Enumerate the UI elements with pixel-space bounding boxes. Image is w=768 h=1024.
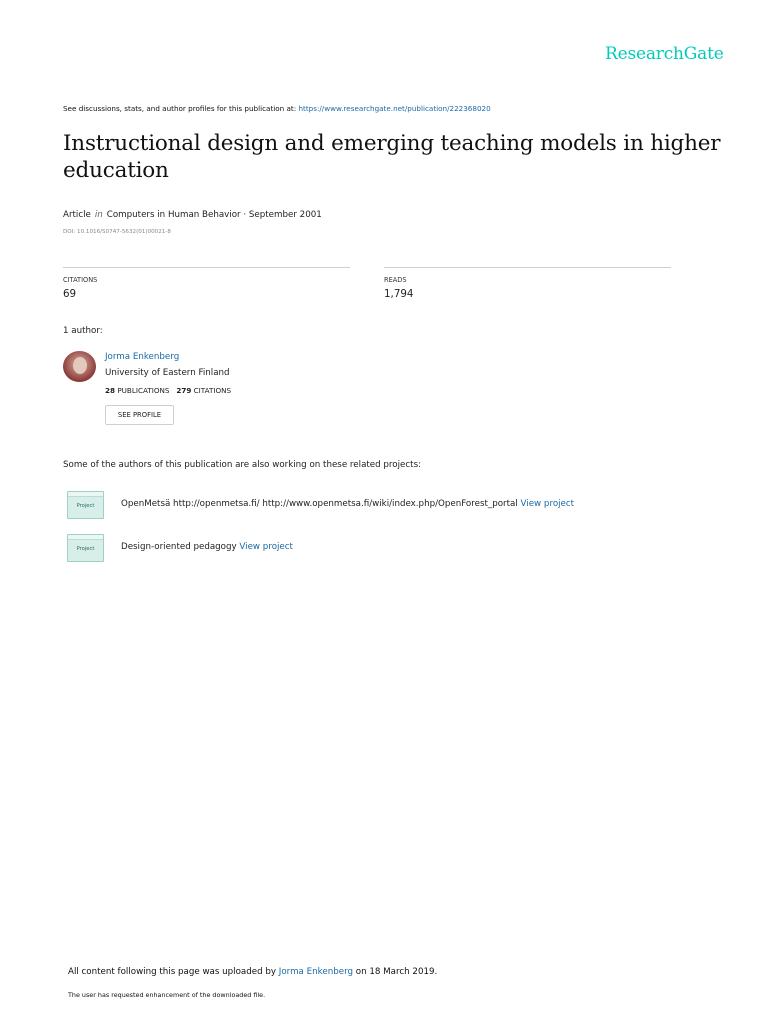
project-icon-label: Project (76, 503, 95, 509)
author-publications-count: 28 (105, 386, 116, 395)
author-citations-count: 279 (176, 386, 192, 395)
upload-prefix: All content following this page was uploaded by (68, 967, 277, 977)
project-item (121, 542, 293, 552)
researchgate-logo[interactable]: ResearchGate (605, 44, 724, 64)
publication-meta (63, 210, 322, 220)
publication-title: Instructional design and emerging teaching models in higher education (63, 131, 721, 183)
author-stats (105, 386, 231, 395)
project-title: Design-oriented pedagogy (121, 542, 237, 552)
project-icon[interactable] (67, 491, 104, 519)
authors-count: 1 author: (63, 326, 103, 336)
related-projects-heading: Some of the authors of this publication are also working on these related projects: (63, 460, 422, 470)
publication-url-link[interactable]: https://www.researchgate.net/publication/222368020 (298, 104, 491, 113)
citations-divider (63, 267, 350, 268)
project-icon[interactable] (67, 534, 104, 562)
author-avatar[interactable] (63, 351, 96, 382)
author-publications-label: PUBLICATIONS (117, 386, 170, 395)
discussion-line (63, 104, 491, 113)
doi: DOI: 10.1016/S0747-5632(01)00021-8 (63, 229, 171, 235)
author-name-link[interactable]: Jorma Enkenberg (105, 352, 180, 362)
reads-value: 1,794 (384, 288, 414, 300)
author-institution[interactable]: University of Eastern Finland (105, 368, 230, 378)
upload-suffix: on 18 March 2019. (355, 967, 438, 977)
reads-divider (384, 267, 671, 268)
citations-value: 69 (63, 288, 77, 300)
project-item (121, 499, 574, 509)
see-profile-button[interactable]: SEE PROFILE (105, 405, 174, 425)
in-word: in (94, 210, 103, 220)
citations-label: CITATIONS (63, 276, 98, 284)
author-citations-label: CITATIONS (193, 386, 232, 395)
project-title: OpenMetsä http://openmetsa.fi/ http://www.openmetsa.fi/wiki/index.php/OpenForest_portal (121, 499, 518, 509)
view-project-link[interactable]: View project (239, 542, 293, 552)
enhancement-note: The user has requested enhancement of the downloaded file. (68, 991, 266, 999)
project-icon-label: Project (76, 546, 95, 552)
view-project-link[interactable]: View project (520, 499, 575, 509)
upload-note (68, 967, 437, 977)
uploader-link[interactable]: Jorma Enkenberg (278, 967, 354, 977)
reads-label: READS (384, 276, 407, 284)
article-type: Article (63, 210, 91, 220)
discussion-text: See discussions, stats, and author profiles for this publication at: (63, 104, 297, 113)
journal-and-date[interactable]: Computers in Human Behavior · September 2001 (106, 210, 322, 220)
